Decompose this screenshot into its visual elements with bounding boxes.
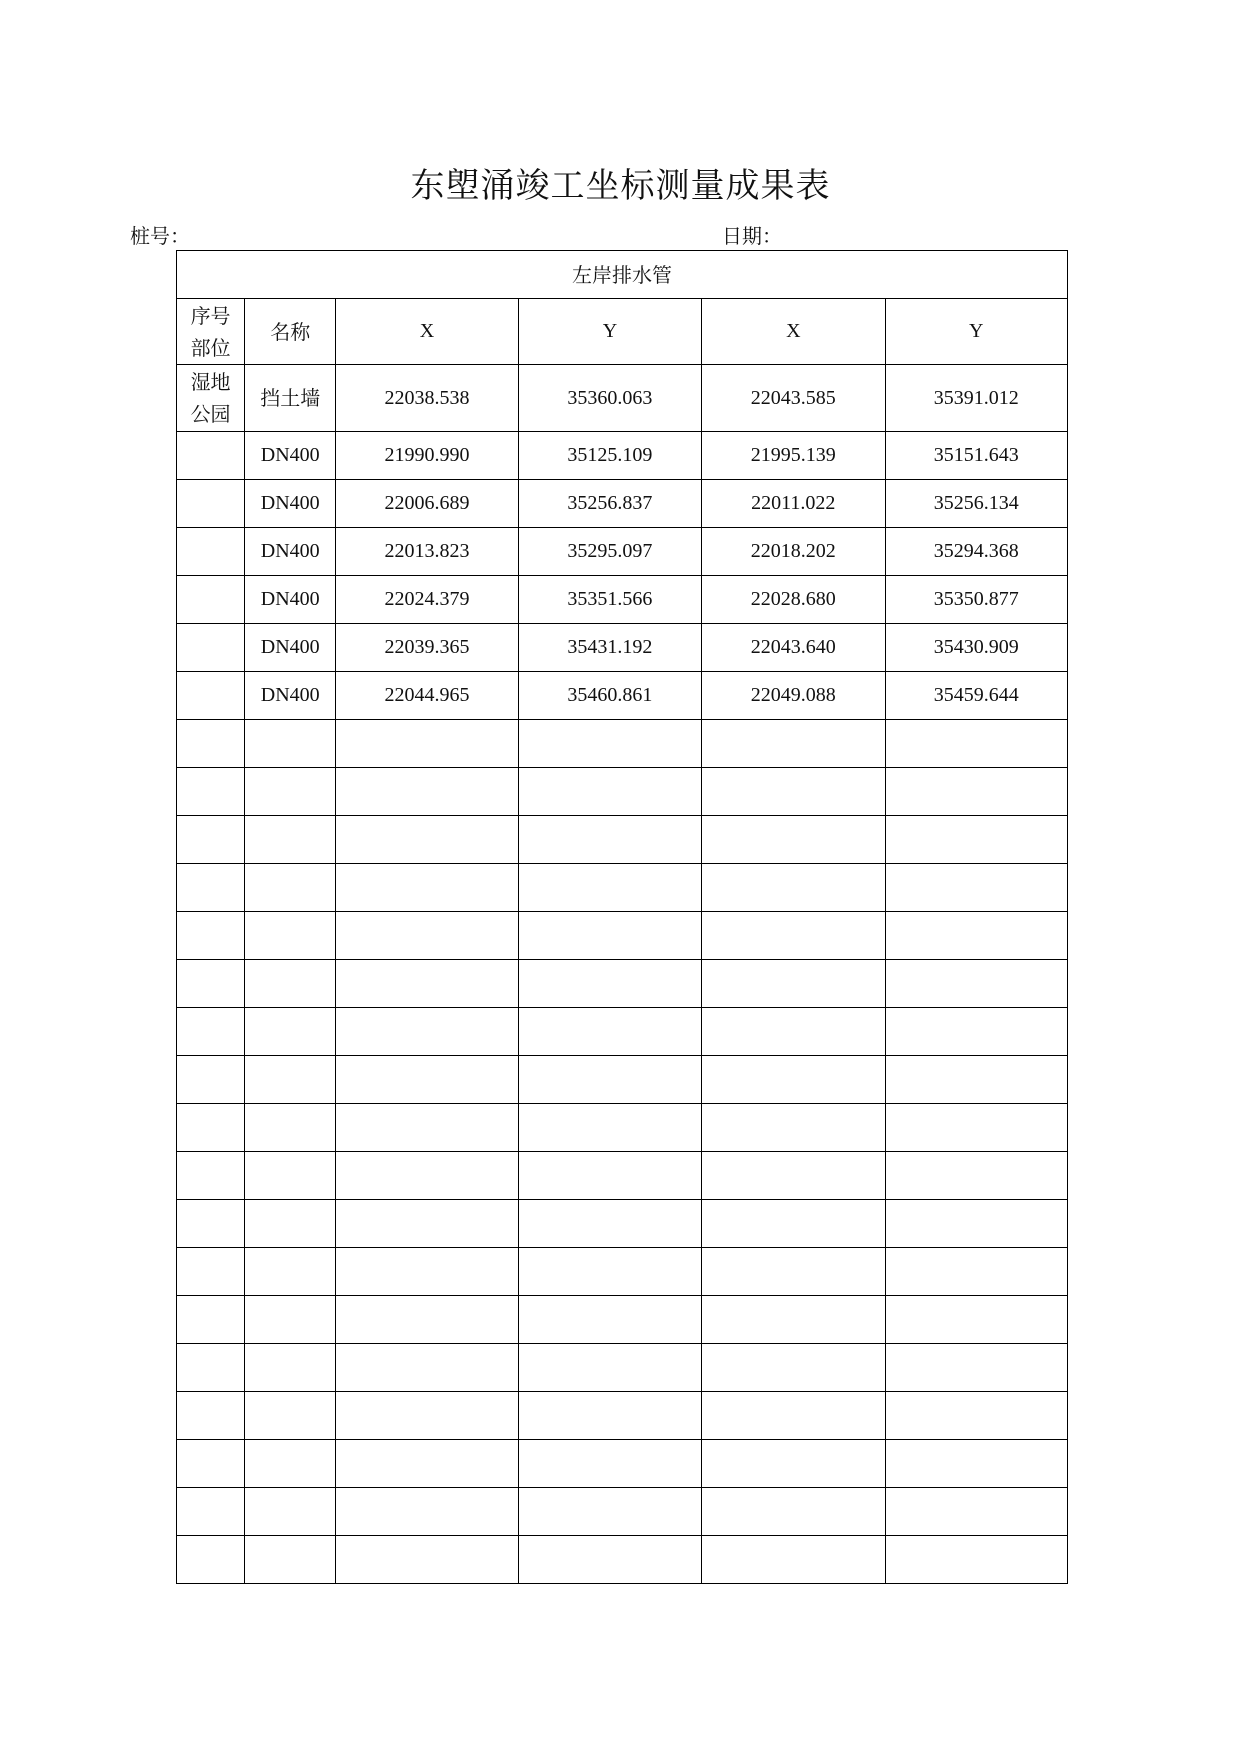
cell-empty	[336, 720, 518, 768]
table-row-empty	[177, 864, 1068, 912]
cell-empty	[336, 1392, 518, 1440]
cell-x2: 22028.680	[702, 576, 885, 624]
header-seq-line1: 序号	[190, 303, 231, 328]
cell-empty	[245, 768, 336, 816]
cell-empty	[518, 1104, 701, 1152]
cell-empty	[336, 1104, 518, 1152]
cell-empty	[177, 1440, 245, 1488]
cell-empty	[702, 768, 885, 816]
header-y2: Y	[885, 299, 1068, 365]
cell-empty	[518, 816, 701, 864]
cell-empty	[885, 1104, 1068, 1152]
cell-empty	[336, 816, 518, 864]
cell-empty	[702, 1392, 885, 1440]
cell-empty	[245, 1536, 336, 1584]
table-row-empty	[177, 1008, 1068, 1056]
cell-empty	[518, 1392, 701, 1440]
table-row-empty	[177, 1248, 1068, 1296]
cell-x1: 22044.965	[336, 672, 518, 720]
cell-x2: 21995.139	[702, 432, 885, 480]
cell-empty	[885, 768, 1068, 816]
cell-y1: 35431.192	[518, 624, 701, 672]
table-row-empty	[177, 1296, 1068, 1344]
cell-x2: 22043.640	[702, 624, 885, 672]
cell-empty	[518, 864, 701, 912]
cell-empty	[518, 960, 701, 1008]
header-x1: X	[336, 299, 518, 365]
cell-empty	[245, 960, 336, 1008]
cell-empty	[885, 912, 1068, 960]
cell-empty	[518, 720, 701, 768]
cell-x1: 22039.365	[336, 624, 518, 672]
cell-empty	[885, 1344, 1068, 1392]
cell-empty	[245, 720, 336, 768]
cell-empty	[177, 1056, 245, 1104]
header-y1: Y	[518, 299, 701, 365]
cell-x1: 21990.990	[336, 432, 518, 480]
cell-empty	[885, 816, 1068, 864]
cell-empty	[885, 1056, 1068, 1104]
cell-empty	[177, 1200, 245, 1248]
cell-seq	[177, 528, 245, 576]
cell-empty	[702, 1488, 885, 1536]
table-row	[177, 624, 1068, 672]
cell-empty	[245, 816, 336, 864]
cell-empty	[245, 1152, 336, 1200]
table-row-empty	[177, 1488, 1068, 1536]
cell-empty	[702, 1344, 885, 1392]
cell-empty	[245, 1344, 336, 1392]
cell-empty	[177, 1392, 245, 1440]
cell-empty	[518, 768, 701, 816]
cell-seq	[177, 432, 245, 480]
cell-empty	[336, 864, 518, 912]
table-header-row	[177, 299, 1068, 365]
table-row	[177, 672, 1068, 720]
cell-empty	[177, 1104, 245, 1152]
table-row-empty	[177, 816, 1068, 864]
cell-empty	[245, 912, 336, 960]
header-seq-position	[177, 299, 245, 365]
cell-empty	[702, 1200, 885, 1248]
cell-empty	[177, 912, 245, 960]
cell-empty	[245, 1200, 336, 1248]
cell-seq-line1: 湿地	[190, 370, 231, 394]
cell-empty	[177, 1248, 245, 1296]
cell-empty	[245, 1488, 336, 1536]
cell-empty	[336, 1488, 518, 1536]
cell-name: DN400	[245, 432, 336, 480]
cell-empty	[885, 1536, 1068, 1584]
cell-y1: 35460.861	[518, 672, 701, 720]
cell-empty	[336, 912, 518, 960]
cell-y2: 35459.644	[885, 672, 1068, 720]
table-row	[177, 576, 1068, 624]
cell-seq	[177, 576, 245, 624]
table-row-empty	[177, 1104, 1068, 1152]
cell-empty	[518, 1200, 701, 1248]
table-row-empty	[177, 720, 1068, 768]
cell-empty	[245, 1104, 336, 1152]
cell-empty	[702, 1248, 885, 1296]
cell-empty	[245, 1056, 336, 1104]
cell-empty	[336, 1344, 518, 1392]
cell-empty	[336, 1056, 518, 1104]
cell-x2: 22018.202	[702, 528, 885, 576]
table-row-empty	[177, 912, 1068, 960]
table-row-empty	[177, 1056, 1068, 1104]
cell-empty	[702, 816, 885, 864]
table-caption: 左岸排水管	[177, 251, 1068, 299]
header-x2: X	[702, 299, 885, 365]
cell-empty	[336, 768, 518, 816]
table-row	[177, 480, 1068, 528]
document-title: 东塱涌竣工坐标测量成果表	[410, 166, 831, 206]
cell-empty	[885, 1440, 1068, 1488]
cell-name: DN400	[245, 624, 336, 672]
cell-empty	[177, 1488, 245, 1536]
cell-empty	[885, 960, 1068, 1008]
cell-empty	[702, 1056, 885, 1104]
table-row-empty	[177, 960, 1068, 1008]
cell-empty	[177, 864, 245, 912]
cell-x1: 22024.379	[336, 576, 518, 624]
cell-x2: 22043.585	[702, 365, 885, 432]
cell-x1: 22038.538	[336, 365, 518, 432]
cell-empty	[702, 1104, 885, 1152]
cell-empty	[885, 864, 1068, 912]
cell-empty	[177, 720, 245, 768]
cell-empty	[885, 720, 1068, 768]
date-label: 日期：	[722, 224, 782, 248]
table-row-empty	[177, 1152, 1068, 1200]
cell-y1: 35256.837	[518, 480, 701, 528]
cell-seq-line2: 公园	[190, 402, 231, 426]
cell-empty	[518, 1440, 701, 1488]
cell-empty	[885, 1296, 1068, 1344]
cell-empty	[245, 1296, 336, 1344]
cell-y2: 35151.643	[885, 432, 1068, 480]
cell-x2: 22011.022	[702, 480, 885, 528]
cell-empty	[518, 1488, 701, 1536]
cell-seq	[177, 480, 245, 528]
cell-empty	[518, 1056, 701, 1104]
table-caption-row	[177, 251, 1068, 299]
cell-empty	[885, 1392, 1068, 1440]
cell-y2: 35350.877	[885, 576, 1068, 624]
cell-empty	[518, 1536, 701, 1584]
cell-empty	[885, 1200, 1068, 1248]
cell-empty	[702, 1296, 885, 1344]
table-row-empty	[177, 1440, 1068, 1488]
cell-empty	[336, 960, 518, 1008]
cell-x2: 22049.088	[702, 672, 885, 720]
survey-results-table	[176, 250, 1068, 1584]
cell-empty	[702, 1008, 885, 1056]
cell-empty	[702, 1152, 885, 1200]
cell-empty	[336, 1440, 518, 1488]
header-seq-line2: 部位	[190, 335, 231, 360]
cell-seq	[177, 365, 245, 432]
cell-empty	[702, 1536, 885, 1584]
cell-y2: 35294.368	[885, 528, 1068, 576]
cell-empty	[518, 1344, 701, 1392]
cell-empty	[245, 1008, 336, 1056]
cell-empty	[885, 1488, 1068, 1536]
cell-name: DN400	[245, 672, 336, 720]
pile-number-label: 桩号：	[130, 224, 190, 248]
cell-empty	[518, 1296, 701, 1344]
cell-empty	[177, 960, 245, 1008]
cell-empty	[336, 1296, 518, 1344]
cell-y2: 35391.012	[885, 365, 1068, 432]
cell-empty	[518, 1152, 701, 1200]
cell-empty	[518, 1248, 701, 1296]
cell-empty	[702, 864, 885, 912]
cell-y1: 35125.109	[518, 432, 701, 480]
cell-empty	[245, 1248, 336, 1296]
cell-empty	[177, 1536, 245, 1584]
cell-empty	[336, 1536, 518, 1584]
table-row-empty	[177, 768, 1068, 816]
cell-empty	[177, 1152, 245, 1200]
cell-empty	[336, 1248, 518, 1296]
cell-empty	[245, 1392, 336, 1440]
table-row	[177, 365, 1068, 432]
cell-empty	[518, 912, 701, 960]
header-name: 名称	[245, 299, 336, 365]
cell-empty	[702, 720, 885, 768]
cell-empty	[177, 1344, 245, 1392]
cell-y2: 35430.909	[885, 624, 1068, 672]
cell-empty	[245, 1440, 336, 1488]
cell-empty	[177, 1296, 245, 1344]
cell-empty	[885, 1008, 1068, 1056]
cell-x1: 22013.823	[336, 528, 518, 576]
table-row-empty	[177, 1344, 1068, 1392]
table-row	[177, 432, 1068, 480]
table-row	[177, 528, 1068, 576]
table-row-empty	[177, 1200, 1068, 1248]
cell-empty	[177, 768, 245, 816]
cell-empty	[702, 912, 885, 960]
cell-seq	[177, 672, 245, 720]
cell-x1: 22006.689	[336, 480, 518, 528]
table-row-empty	[177, 1392, 1068, 1440]
cell-empty	[702, 1440, 885, 1488]
cell-empty	[177, 816, 245, 864]
cell-name: DN400	[245, 528, 336, 576]
cell-y1: 35360.063	[518, 365, 701, 432]
cell-empty	[885, 1152, 1068, 1200]
cell-name: 挡土墙	[245, 365, 336, 432]
cell-empty	[245, 864, 336, 912]
cell-name: DN400	[245, 480, 336, 528]
cell-y1: 35295.097	[518, 528, 701, 576]
cell-empty	[336, 1008, 518, 1056]
cell-empty	[518, 1008, 701, 1056]
cell-empty	[702, 960, 885, 1008]
cell-empty	[336, 1152, 518, 1200]
cell-seq	[177, 624, 245, 672]
cell-empty	[336, 1200, 518, 1248]
cell-name: DN400	[245, 576, 336, 624]
cell-y2: 35256.134	[885, 480, 1068, 528]
cell-y1: 35351.566	[518, 576, 701, 624]
cell-empty	[177, 1008, 245, 1056]
table-row-empty	[177, 1536, 1068, 1584]
cell-empty	[885, 1248, 1068, 1296]
